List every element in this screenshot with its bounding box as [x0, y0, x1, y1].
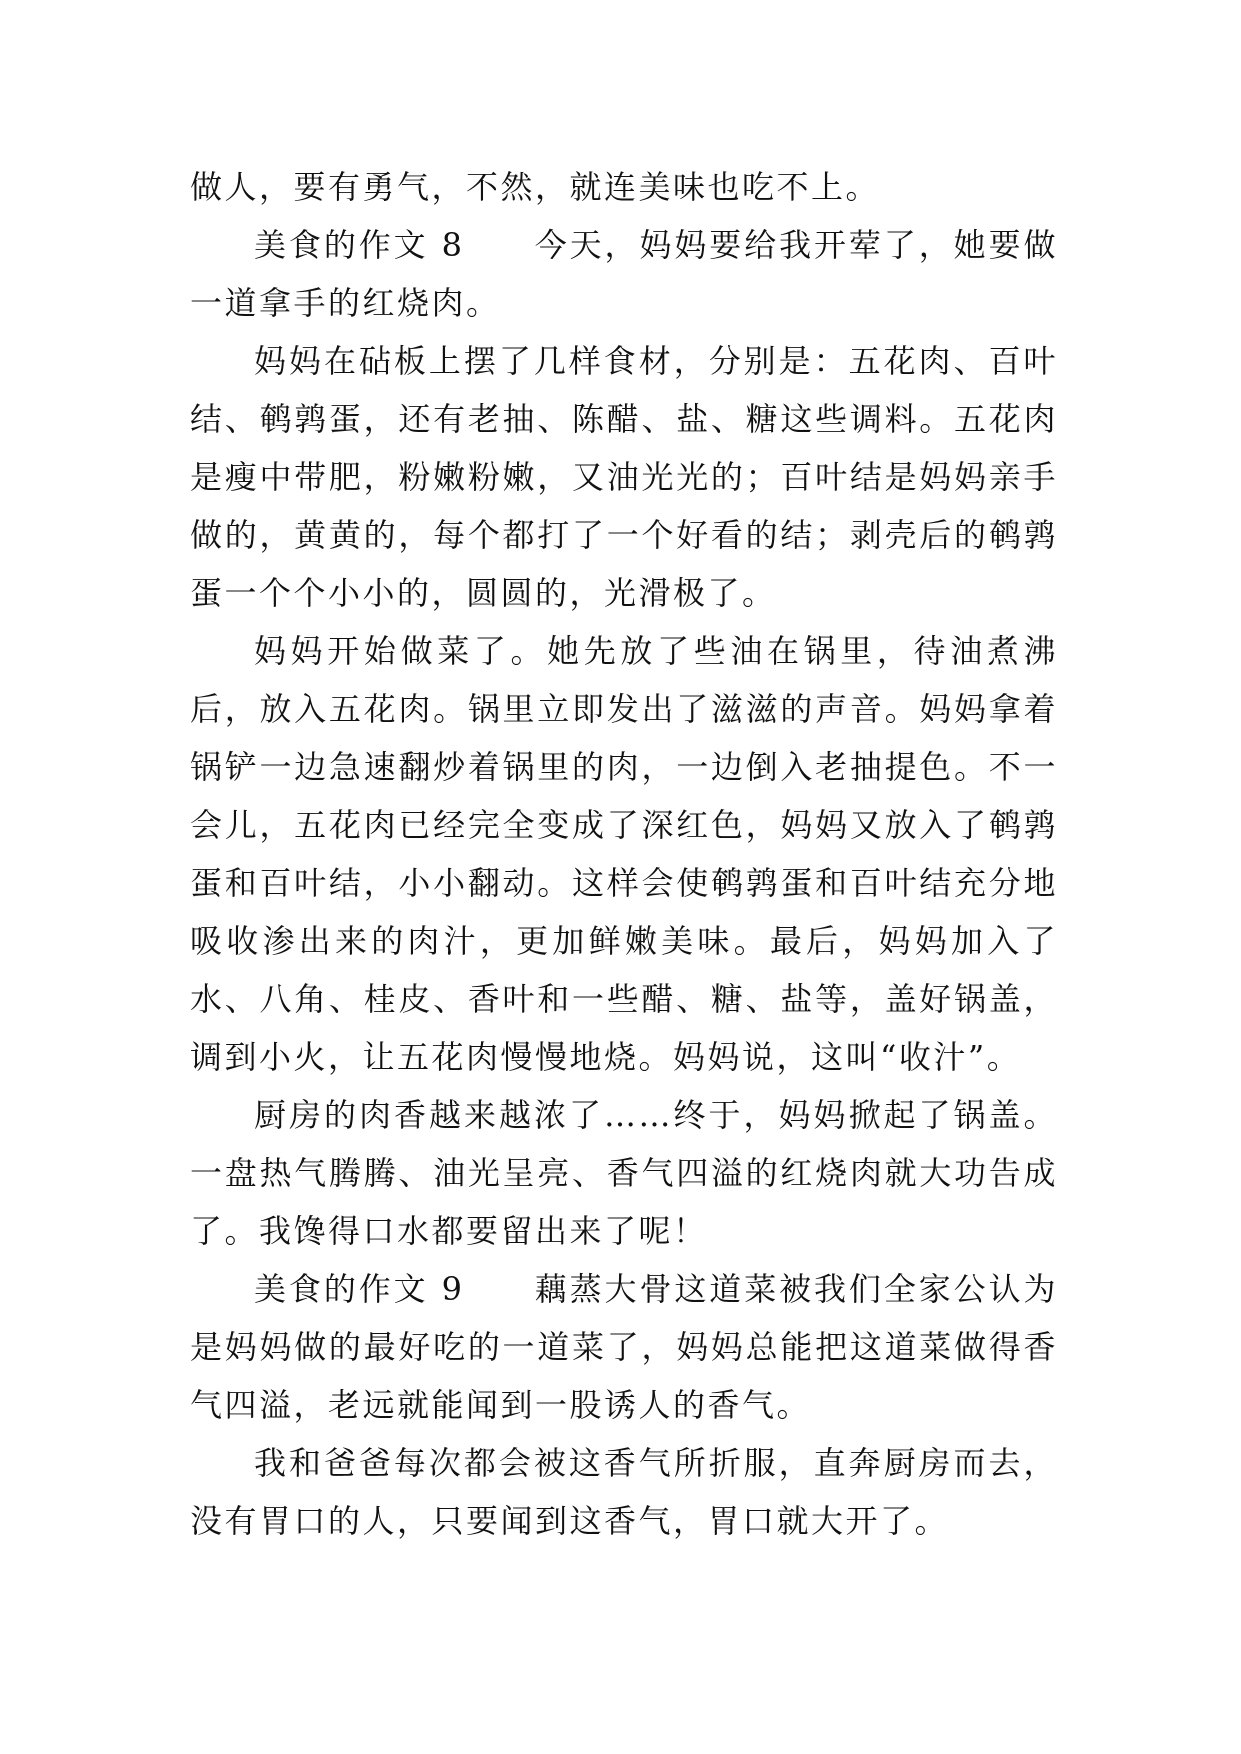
- paragraph-cooking: 妈妈开始做菜了。她先放了些油在锅里，待油煮沸后，放入五花肉。锅里立即发出了滋滋的声音。妈妈拿着锅铲一边急速翻炒着锅里的肉，一边倒入老抽提色。不一会儿，五花肉已经完全变成了深红色，妈妈又放入了鹌鹑蛋和百叶结，小小翻动。这样会使鹌鹑蛋和百叶结充分地吸收渗出来的肉汁，更加鲜嫩美味。最后，妈妈加入了水、八角、桂皮、香叶和一些醋、糖、盐等，盖好锅盖，调到小火，让五花肉慢慢地烧。妈妈说，这叫“收汁”。: [190, 632, 1058, 1076]
- paragraph-finished: 厨房的肉香越来越浓了……终于，妈妈掀起了锅盖。一盘热气腾腾、油光呈亮、香气四溢的红烧肉就大功告成了。我馋得口水都要留出来了呢！: [190, 1096, 1058, 1250]
- document-body: [190, 158, 1058, 1550]
- paragraph-continuation: 做人，要有勇气，不然，就连美味也吃不上。: [190, 168, 881, 206]
- paragraph-appetite: 我和爸爸每次都会被这香气所折服，直奔厨房而去，没有胃口的人，只要闻到这香气，胃口就大开了。: [190, 1444, 1058, 1540]
- paragraph-essay-9-intro: 美食的作文 9 藕蒸大骨这道菜被我们全家公认为是妈妈做的最好吃的一道菜了，妈妈总能把这道菜做得香气四溢，老远就能闻到一股诱人的香气。: [190, 1270, 1058, 1424]
- paragraph-ingredients: 妈妈在砧板上摆了几样食材，分别是：五花肉、百叶结、鹌鹑蛋，还有老抽、陈醋、盐、糖这些调料。五花肉是瘦中带肥，粉嫩粉嫩，又油光光的；百叶结是妈妈亲手做的，黄黄的，每个都打了一个好看的结；剥壳后的鹌鹑蛋一个个小小的，圆圆的，光滑极了。: [190, 342, 1058, 612]
- paragraph-essay-8-intro: 美食的作文 8 今天，妈妈要给我开荤了，她要做一道拿手的红烧肉。: [190, 226, 1058, 322]
